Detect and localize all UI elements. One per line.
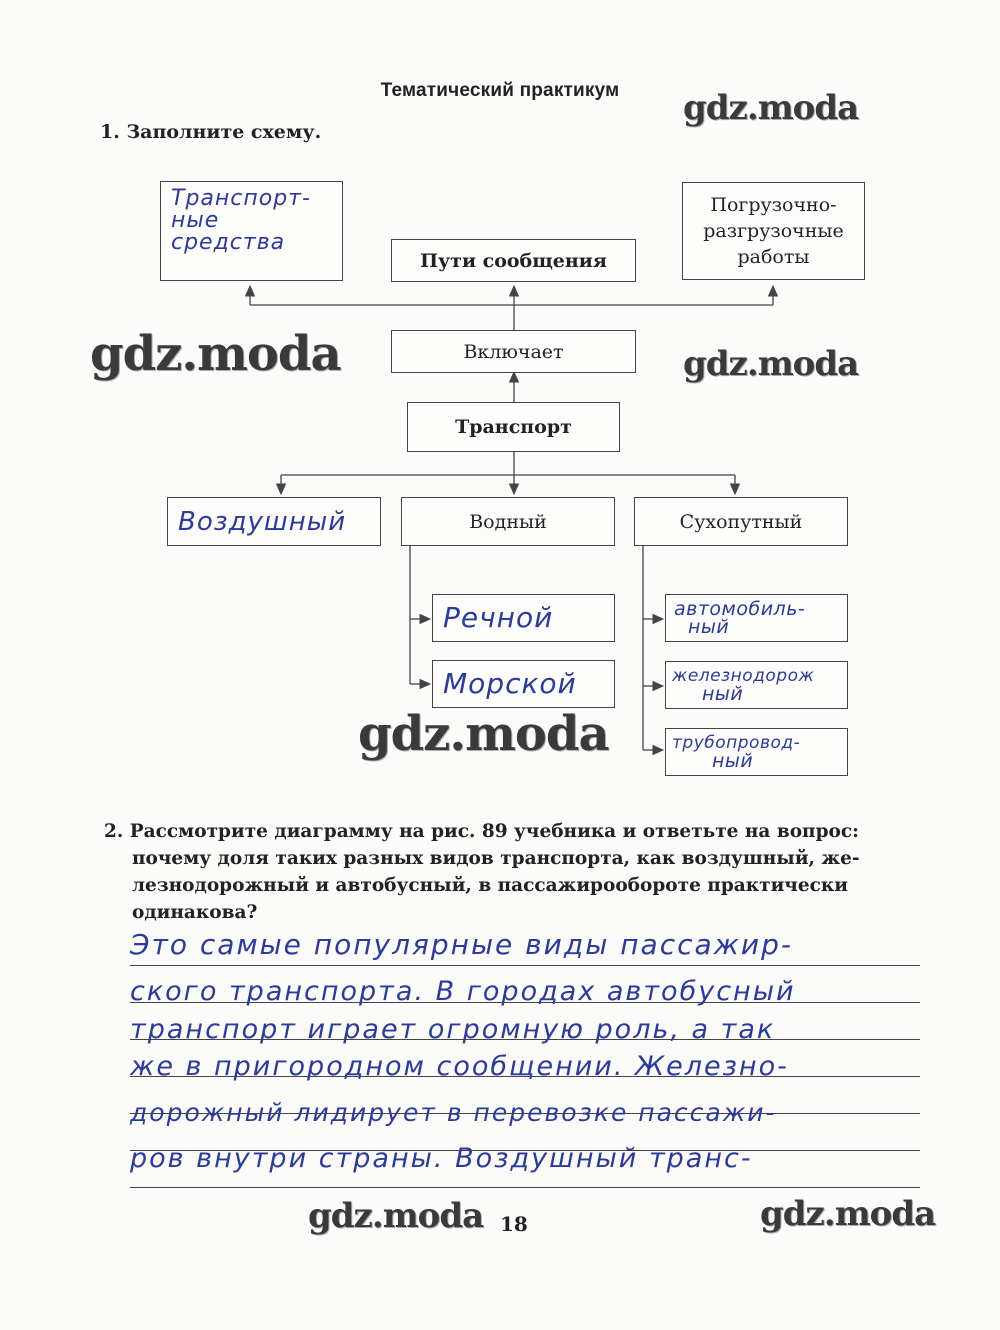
scheme-includes-box	[391, 330, 636, 373]
page-title: Тематический практикум	[380, 80, 620, 101]
answer-line-4: же в пригородном сообщении. Железно-	[130, 1051, 789, 1082]
scheme-cargo-line1: Погрузочно-	[710, 194, 837, 216]
watermark: gdz.moda	[358, 706, 609, 762]
watermark: gdz.moda	[308, 1196, 484, 1236]
page-number: 18	[500, 1212, 528, 1236]
answer-auto-line1: автомобиль-	[674, 598, 806, 620]
answer-vehicles-line2: ные	[171, 208, 220, 233]
scheme-transport-box	[407, 402, 620, 452]
scheme-water-label: Водный	[469, 510, 547, 533]
answer-pipe-line1: трубопровод-	[672, 733, 801, 753]
scheme-air-box	[167, 497, 381, 546]
task1-prompt: 1. Заполните схему.	[100, 121, 322, 143]
answer-line-3: транспорт играет огромную роль, а так	[130, 1014, 776, 1045]
answer-vehicles-line3: средства	[171, 230, 286, 255]
answer-line-1: Это самые популярные виды пассажир-	[130, 928, 793, 961]
scheme-transport-label: Транспорт	[455, 416, 572, 438]
answer-rule	[130, 965, 920, 966]
scheme-land-box	[634, 497, 848, 546]
scheme-land-label: Сухопутный	[679, 510, 803, 533]
watermark: gdz.moda	[683, 344, 859, 384]
scheme-pipe-box	[665, 728, 848, 776]
answer-air: Воздушный	[178, 506, 347, 537]
answer-pipe-line2: ный	[712, 750, 754, 772]
task2-prompt	[104, 818, 924, 926]
scheme-rail-box	[665, 661, 848, 709]
task2-prompt-line4: одинакова?	[132, 902, 258, 923]
scheme-cargo-line2: разгрузочные	[703, 220, 844, 242]
task2-prompt-line2: почему доля таких разных видов транспорта, как воздушный, же-	[132, 848, 860, 869]
task2-prompt-line1: 2. Рассмотрите диаграмму на рис. 89 учебника и ответьте на вопрос:	[104, 821, 859, 842]
watermark: gdz.moda	[760, 1194, 936, 1234]
answer-line-6: ров внутри страны. Воздушный транс-	[130, 1143, 753, 1174]
scheme-sea-box	[432, 660, 615, 708]
scheme-river-box	[432, 594, 615, 642]
answer-auto-line2: ный	[688, 616, 730, 638]
scheme-routes-label: Пути сообщения	[420, 249, 607, 272]
answer-river: Речной	[443, 601, 554, 634]
answer-rail-line1: железнодорож	[672, 666, 815, 686]
task2-prompt-line3: лезнодорожный и автобусный, в пассажирообороте практически	[132, 875, 848, 896]
scheme-water-box	[401, 497, 615, 546]
scheme-routes-box	[391, 239, 636, 282]
answer-rail-line2: ный	[702, 683, 744, 705]
scheme-vehicles-box	[160, 181, 343, 281]
scheme-cargo-box	[682, 182, 865, 280]
answer-rule	[130, 1187, 920, 1188]
answer-line-5: дорожный лидирует в перевозке пассажи-	[130, 1098, 777, 1127]
watermark: gdz.moda	[683, 88, 859, 128]
scheme-auto-box	[665, 594, 848, 642]
answer-sea: Морской	[443, 667, 577, 700]
watermark: gdz.moda	[90, 326, 341, 382]
scheme-includes-label: Включает	[463, 340, 564, 363]
answer-vehicles-line1: Транспорт-	[171, 186, 311, 211]
answer-line-2: ского транспорта. В городах автобусный	[130, 976, 796, 1007]
scheme-cargo-line3: работы	[737, 246, 810, 268]
